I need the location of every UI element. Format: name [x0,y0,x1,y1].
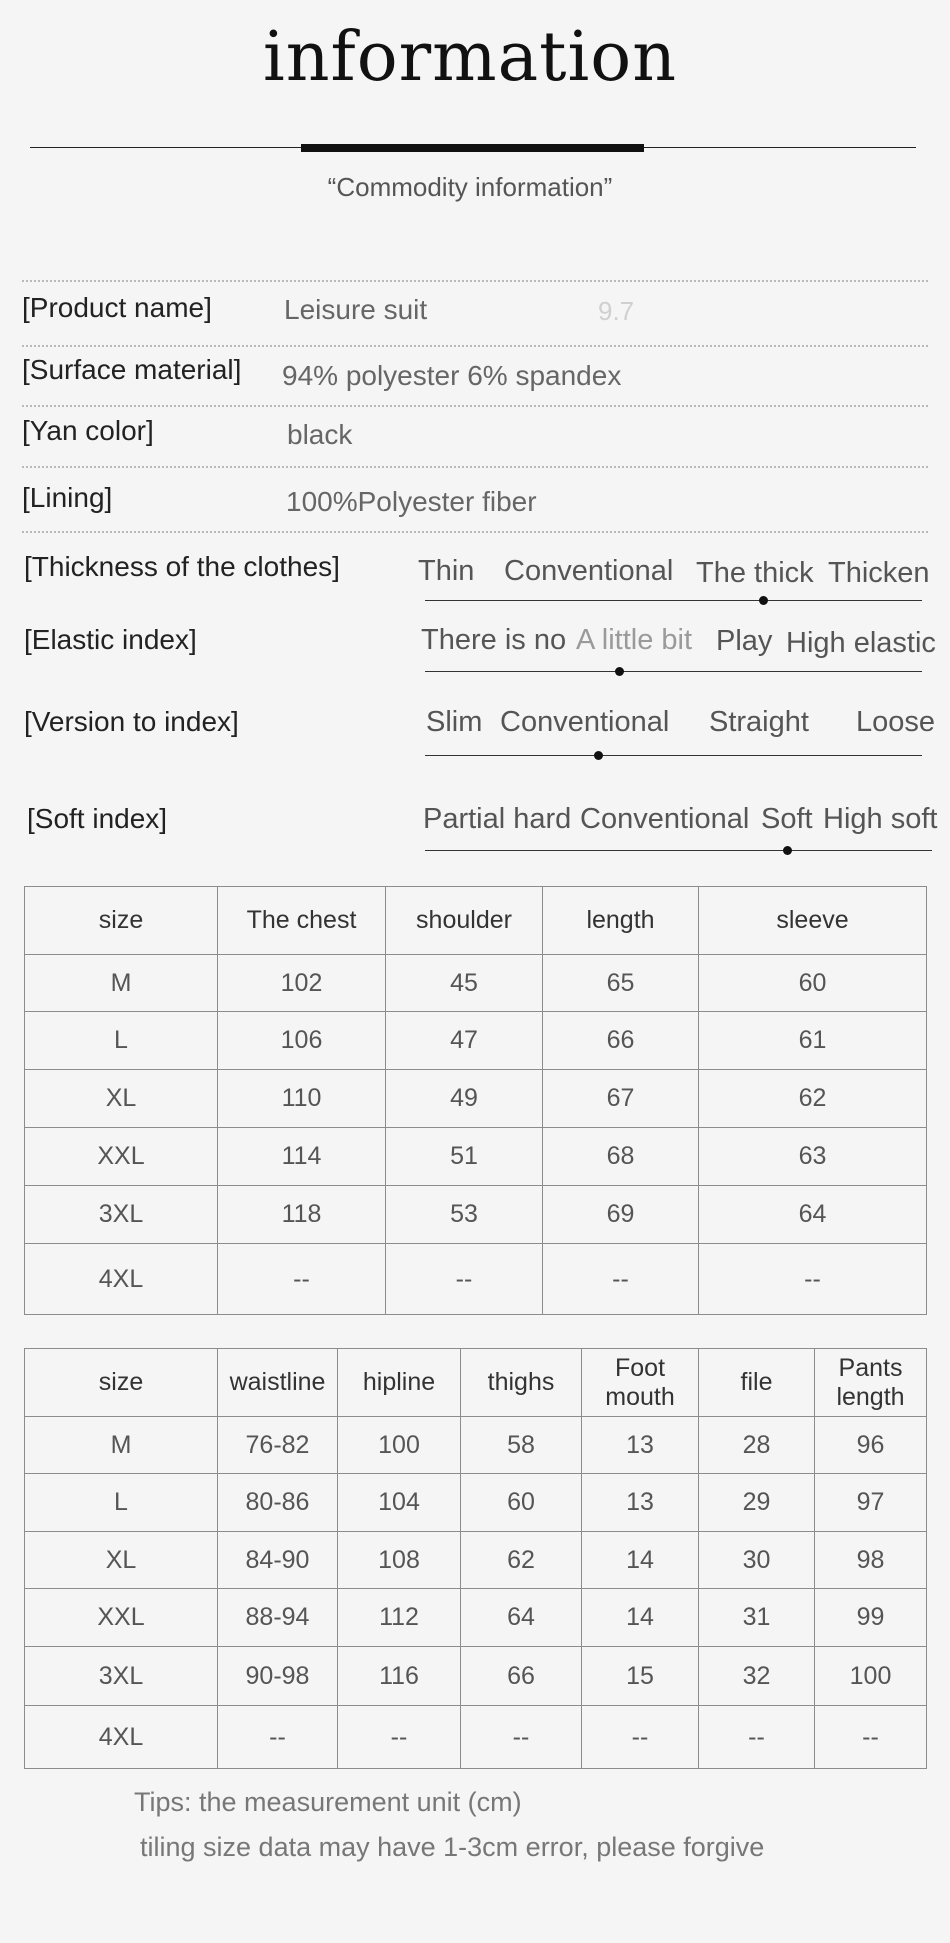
table-row [25,1474,927,1532]
page-title: information [263,18,677,97]
thickness-option: Thicken [828,557,930,589]
table-cell: 51 [386,1128,543,1186]
color-value: black [287,419,353,450]
table-cell: 100 [815,1647,927,1706]
table-cell: 102 [218,955,386,1012]
pants-size-table [24,1348,927,1769]
table-cell: 108 [338,1532,461,1589]
table-cell: -- [699,1706,815,1769]
table-header-cell: size [25,887,218,955]
thickness-option-selected: The thick [696,557,814,589]
table-row [25,1647,927,1706]
elastic-label: [Elastic index] [24,624,197,655]
table-cell: 96 [815,1417,927,1474]
table-cell: 4XL [25,1244,218,1315]
table-cell: M [25,955,218,1012]
table-cell: 64 [461,1589,582,1647]
table-cell: 114 [218,1128,386,1186]
soft-scale-marker [783,846,792,855]
table-cell: 47 [386,1012,543,1070]
table-cell: 14 [582,1589,699,1647]
table-cell: 104 [338,1474,461,1532]
thickness-scale-line [425,600,922,601]
table-cell: 112 [338,1589,461,1647]
table-cell: 84-90 [218,1532,338,1589]
soft-scale-line [425,850,932,851]
table-cell: 80-86 [218,1474,338,1532]
row-divider [22,466,928,468]
table-cell: 67 [543,1070,699,1128]
lining-value: 100%Polyester fiber [286,486,537,517]
table-cell: 76-82 [218,1417,338,1474]
table-cell: 66 [543,1012,699,1070]
title-divider-accent [301,144,644,152]
table-cell: 88-94 [218,1589,338,1647]
table-header-cell: Pants length [815,1349,927,1417]
table-cell: 106 [218,1012,386,1070]
table-cell: 66 [461,1647,582,1706]
soft-option: Conventional [580,803,750,835]
table-cell: -- [338,1706,461,1769]
table-cell: 15 [582,1647,699,1706]
soft-label: [Soft index] [27,803,168,834]
table-header-cell: The chest [218,887,386,955]
table-row [25,1417,927,1474]
product-name-label: [Product name] [22,292,212,323]
table-cell: XXL [25,1589,218,1647]
table-cell: L [25,1012,218,1070]
table-cell: -- [461,1706,582,1769]
table-cell: 45 [386,955,543,1012]
version-option-selected: Conventional [500,706,670,738]
table-cell: 32 [699,1647,815,1706]
table-cell: 110 [218,1070,386,1128]
table-row [25,1244,927,1315]
version-option: Straight [709,706,809,738]
table-cell: 49 [386,1070,543,1128]
row-divider [22,531,928,533]
page-subtitle: “Commodity information” [327,172,613,202]
table-cell: 29 [699,1474,815,1532]
table-cell: 62 [461,1532,582,1589]
table-cell: -- [543,1244,699,1315]
table-cell: 69 [543,1186,699,1244]
table-cell: 60 [461,1474,582,1532]
tips-error-note: tiling size data may have 1-3cm error, please forgive [140,1832,765,1862]
table-cell: 61 [699,1012,927,1070]
table-cell: -- [699,1244,927,1315]
table-cell: 3XL [25,1186,218,1244]
table-cell: 58 [461,1417,582,1474]
tips-unit: Tips: the measurement unit (cm) [134,1787,522,1817]
elastic-option: Play [716,625,773,657]
table-cell: 30 [699,1532,815,1589]
table-row [25,1532,927,1589]
table-cell: 13 [582,1474,699,1532]
table-cell: 31 [699,1589,815,1647]
table-row [25,1012,927,1070]
table-cell: M [25,1417,218,1474]
table-row [25,1589,927,1647]
elastic-option-selected: A little bit [576,624,693,656]
table-cell: 65 [543,955,699,1012]
product-name-value: Leisure suit [284,294,428,325]
table-row [25,1070,927,1128]
color-label: [Yan color] [22,415,154,446]
table-header-cell: sleeve [699,887,927,955]
thickness-scale-marker [759,596,768,605]
elastic-scale-marker [615,667,624,676]
table-header-cell: thighs [461,1349,582,1417]
table-row [25,1706,927,1769]
row-divider [22,405,928,407]
table-header-cell: file [699,1349,815,1417]
table-header-cell: hipline [338,1349,461,1417]
table-header-cell: size [25,1349,218,1417]
table-cell: 60 [699,955,927,1012]
thickness-option: Conventional [504,555,674,587]
table-cell: 100 [338,1417,461,1474]
version-option: Loose [856,706,936,738]
soft-option: High soft [823,803,938,835]
table-cell: 118 [218,1186,386,1244]
version-scale-line [425,755,922,756]
row-divider [22,280,928,282]
table-cell: -- [218,1244,386,1315]
version-option: Slim [426,706,483,738]
table-row [25,955,927,1012]
table-cell: 68 [543,1128,699,1186]
table-cell: 116 [338,1647,461,1706]
table-cell: XL [25,1070,218,1128]
top-size-table [24,886,927,1315]
version-scale-marker [594,751,603,760]
row-divider [22,345,928,347]
elastic-option: High elastic [786,627,936,659]
table-cell: -- [218,1706,338,1769]
table-header-cell: length [543,887,699,955]
table-cell: 53 [386,1186,543,1244]
table-cell: -- [582,1706,699,1769]
table-cell: 64 [699,1186,927,1244]
table-cell: 90-98 [218,1647,338,1706]
elastic-option: There is no [421,624,567,656]
faint-number: 9.7 [598,296,635,326]
table-cell: 14 [582,1532,699,1589]
table-header-cell: shoulder [386,887,543,955]
table-cell: 4XL [25,1706,218,1769]
table-row [25,1128,927,1186]
lining-label: [Lining] [22,482,113,513]
table-cell: 99 [815,1589,927,1647]
surface-material-label: [Surface material] [22,354,242,385]
soft-option-selected: Soft [761,803,813,835]
table-cell: 28 [699,1417,815,1474]
table-cell: 97 [815,1474,927,1532]
table-cell: 13 [582,1417,699,1474]
soft-option: Partial hard [423,803,572,835]
table-cell: 3XL [25,1647,218,1706]
thickness-label: [Thickness of the clothes] [24,551,340,582]
table-cell: -- [386,1244,543,1315]
table-row [25,1186,927,1244]
table-cell: 98 [815,1532,927,1589]
table-cell: XL [25,1532,218,1589]
table-header-cell: waistline [218,1349,338,1417]
elastic-scale-line [425,671,922,672]
table-header-row [25,887,927,955]
table-cell: 62 [699,1070,927,1128]
table-cell: -- [815,1706,927,1769]
table-header-row [25,1349,927,1417]
surface-material-value: 94% polyester 6% spandex [282,360,622,391]
thickness-option: Thin [418,555,475,587]
version-label: [Version to index] [24,706,239,737]
table-header-cell: Foot mouth [582,1349,699,1417]
table-cell: 63 [699,1128,927,1186]
table-cell: L [25,1474,218,1532]
table-cell: XXL [25,1128,218,1186]
